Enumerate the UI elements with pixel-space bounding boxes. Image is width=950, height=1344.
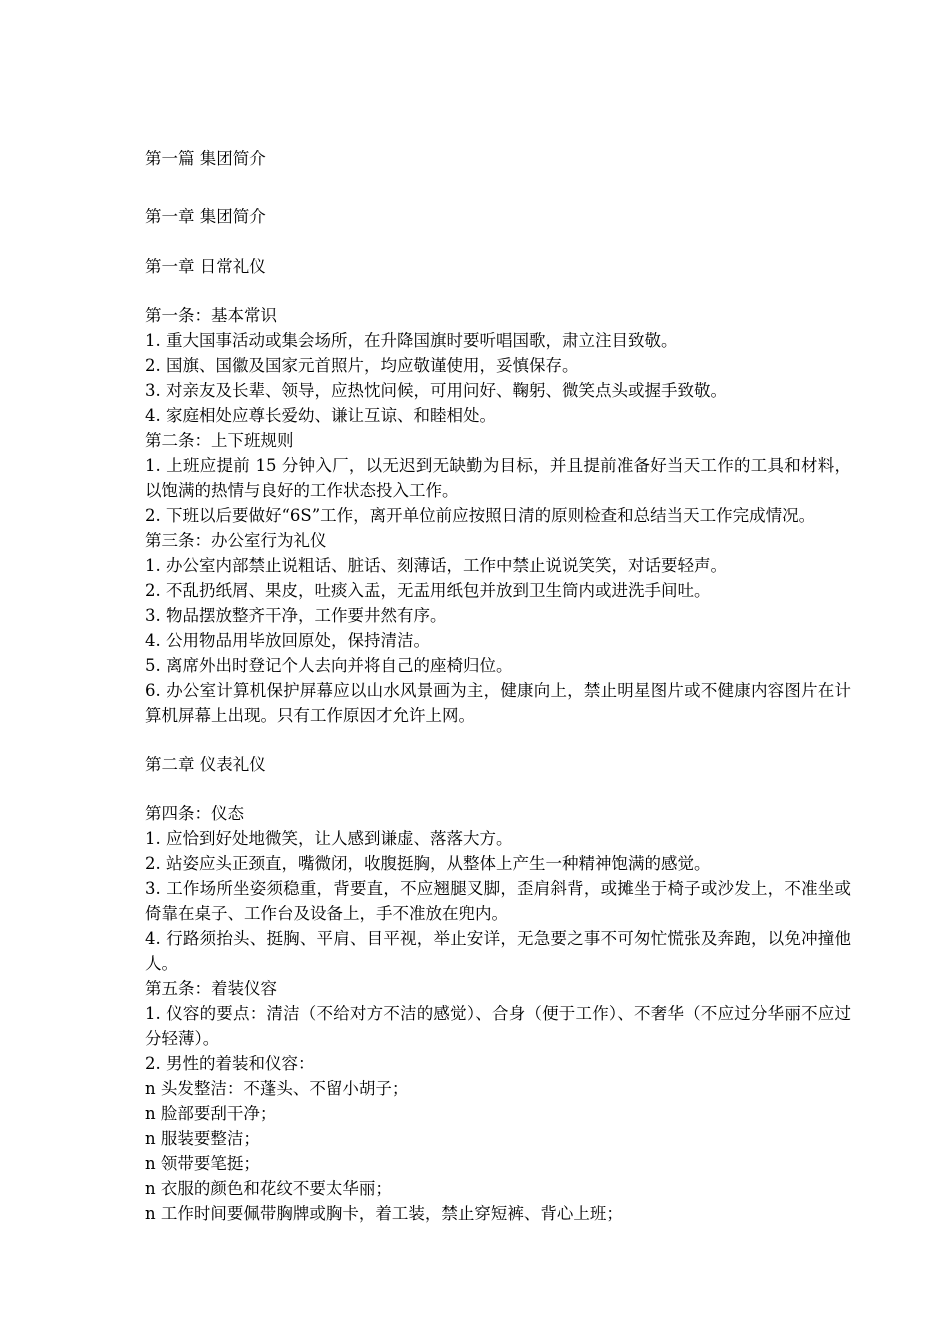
list-item: n 头发整洁：不蓬头、不留小胡子； — [145, 1079, 409, 1098]
list-item: 4. 公用物品用毕放回原处，保持清洁。 — [145, 631, 430, 650]
list-item: 1. 办公室内部禁止说粗话、脏话、刻薄话，工作中禁止说说笑笑，对话要轻声。 — [145, 556, 727, 575]
list-item: 1. 重大国事活动或集会场所，在升降国旗时要听唱国歌，肃立注目致敬。 — [145, 331, 678, 350]
list-item: 2. 站姿应头正颈直，嘴微闭，收腹挺胸，从整体上产生一种精神饱满的感觉。 — [145, 854, 711, 873]
chapter-title: 第二章 仪表礼仪 — [145, 755, 266, 774]
list-item: 6. 办公室计算机保护屏幕应以山水风景画为主，健康向上，禁止明星图片或不健康内容图片在计算机屏幕上出现。只有工作原因才允许上网。 — [145, 681, 851, 725]
list-item: 1. 应恰到好处地微笑，让人感到谦虚、落落大方。 — [145, 829, 513, 848]
list-item: n 服装要整洁； — [145, 1129, 260, 1148]
list-item: 3. 物品摆放整齐干净，工作要井然有序。 — [145, 606, 447, 625]
list-item: n 衣服的颜色和花纹不要太华丽； — [145, 1179, 392, 1198]
list-item: n 脸部要刮干净； — [145, 1104, 277, 1123]
list-item: 1. 上班应提前 15 分钟入厂，以无迟到无缺勤为目标，并且提前准备好当天工作的工具和材料，以饱满的热情与良好的工作状态投入工作。 — [145, 456, 851, 500]
document-page — [145, 146, 851, 1226]
part-title: 第一篇 集团简介 — [145, 149, 266, 168]
article-title: 第五条：着装仪容 — [145, 979, 277, 998]
list-item: 2. 国旗、国徽及国家元首照片，均应敬谨使用，妥慎保存。 — [145, 356, 579, 375]
list-item: 3. 对亲友及长辈、领导，应热忱问候，可用问好、鞠躬、微笑点头或握手致敬。 — [145, 381, 727, 400]
chapter-title: 第一章 集团简介 — [145, 207, 266, 226]
list-item: 2. 不乱扔纸屑、果皮，吐痰入盂，无盂用纸包并放到卫生筒内或进洗手间吐。 — [145, 581, 711, 600]
list-item: 3. 工作场所坐姿须稳重，背要直，不应翘腿叉脚，歪肩斜背，或摊坐于椅子或沙发上，不准坐或倚靠在桌子、工作台及设备上，手不准放在兜内。 — [145, 879, 851, 923]
article-title: 第三条：办公室行为礼仪 — [145, 531, 327, 550]
article-title: 第四条：仪态 — [145, 804, 244, 823]
list-item: 2. 下班以后要做好“6S”工作，离开单位前应按照日清的原则检查和总结当天工作完成情况。 — [145, 506, 816, 525]
list-item: 4. 家庭相处应尊长爱幼、谦让互谅、和睦相处。 — [145, 406, 496, 425]
list-item: 2. 男性的着装和仪容： — [145, 1054, 315, 1073]
list-item: n 领带要笔挺； — [145, 1154, 260, 1173]
chapter-title: 第一章 日常礼仪 — [145, 257, 266, 276]
article-title: 第一条：基本常识 — [145, 306, 277, 325]
list-item: 1. 仪容的要点：清洁（不给对方不洁的感觉）、合身（便于工作）、不奢华（不应过分华丽不应过分轻薄）。 — [145, 1004, 851, 1048]
list-item: n 工作时间要佩带胸牌或胸卡，着工装，禁止穿短裤、背心上班； — [145, 1204, 623, 1223]
list-item: 5. 离席外出时登记个人去向并将自己的座椅归位。 — [145, 656, 513, 675]
list-item: 4. 行路须抬头、挺胸、平肩、目平视，举止安详，无急要之事不可匆忙慌张及奔跑，以免冲撞他人。 — [145, 929, 851, 973]
article-title: 第二条：上下班规则 — [145, 431, 294, 450]
